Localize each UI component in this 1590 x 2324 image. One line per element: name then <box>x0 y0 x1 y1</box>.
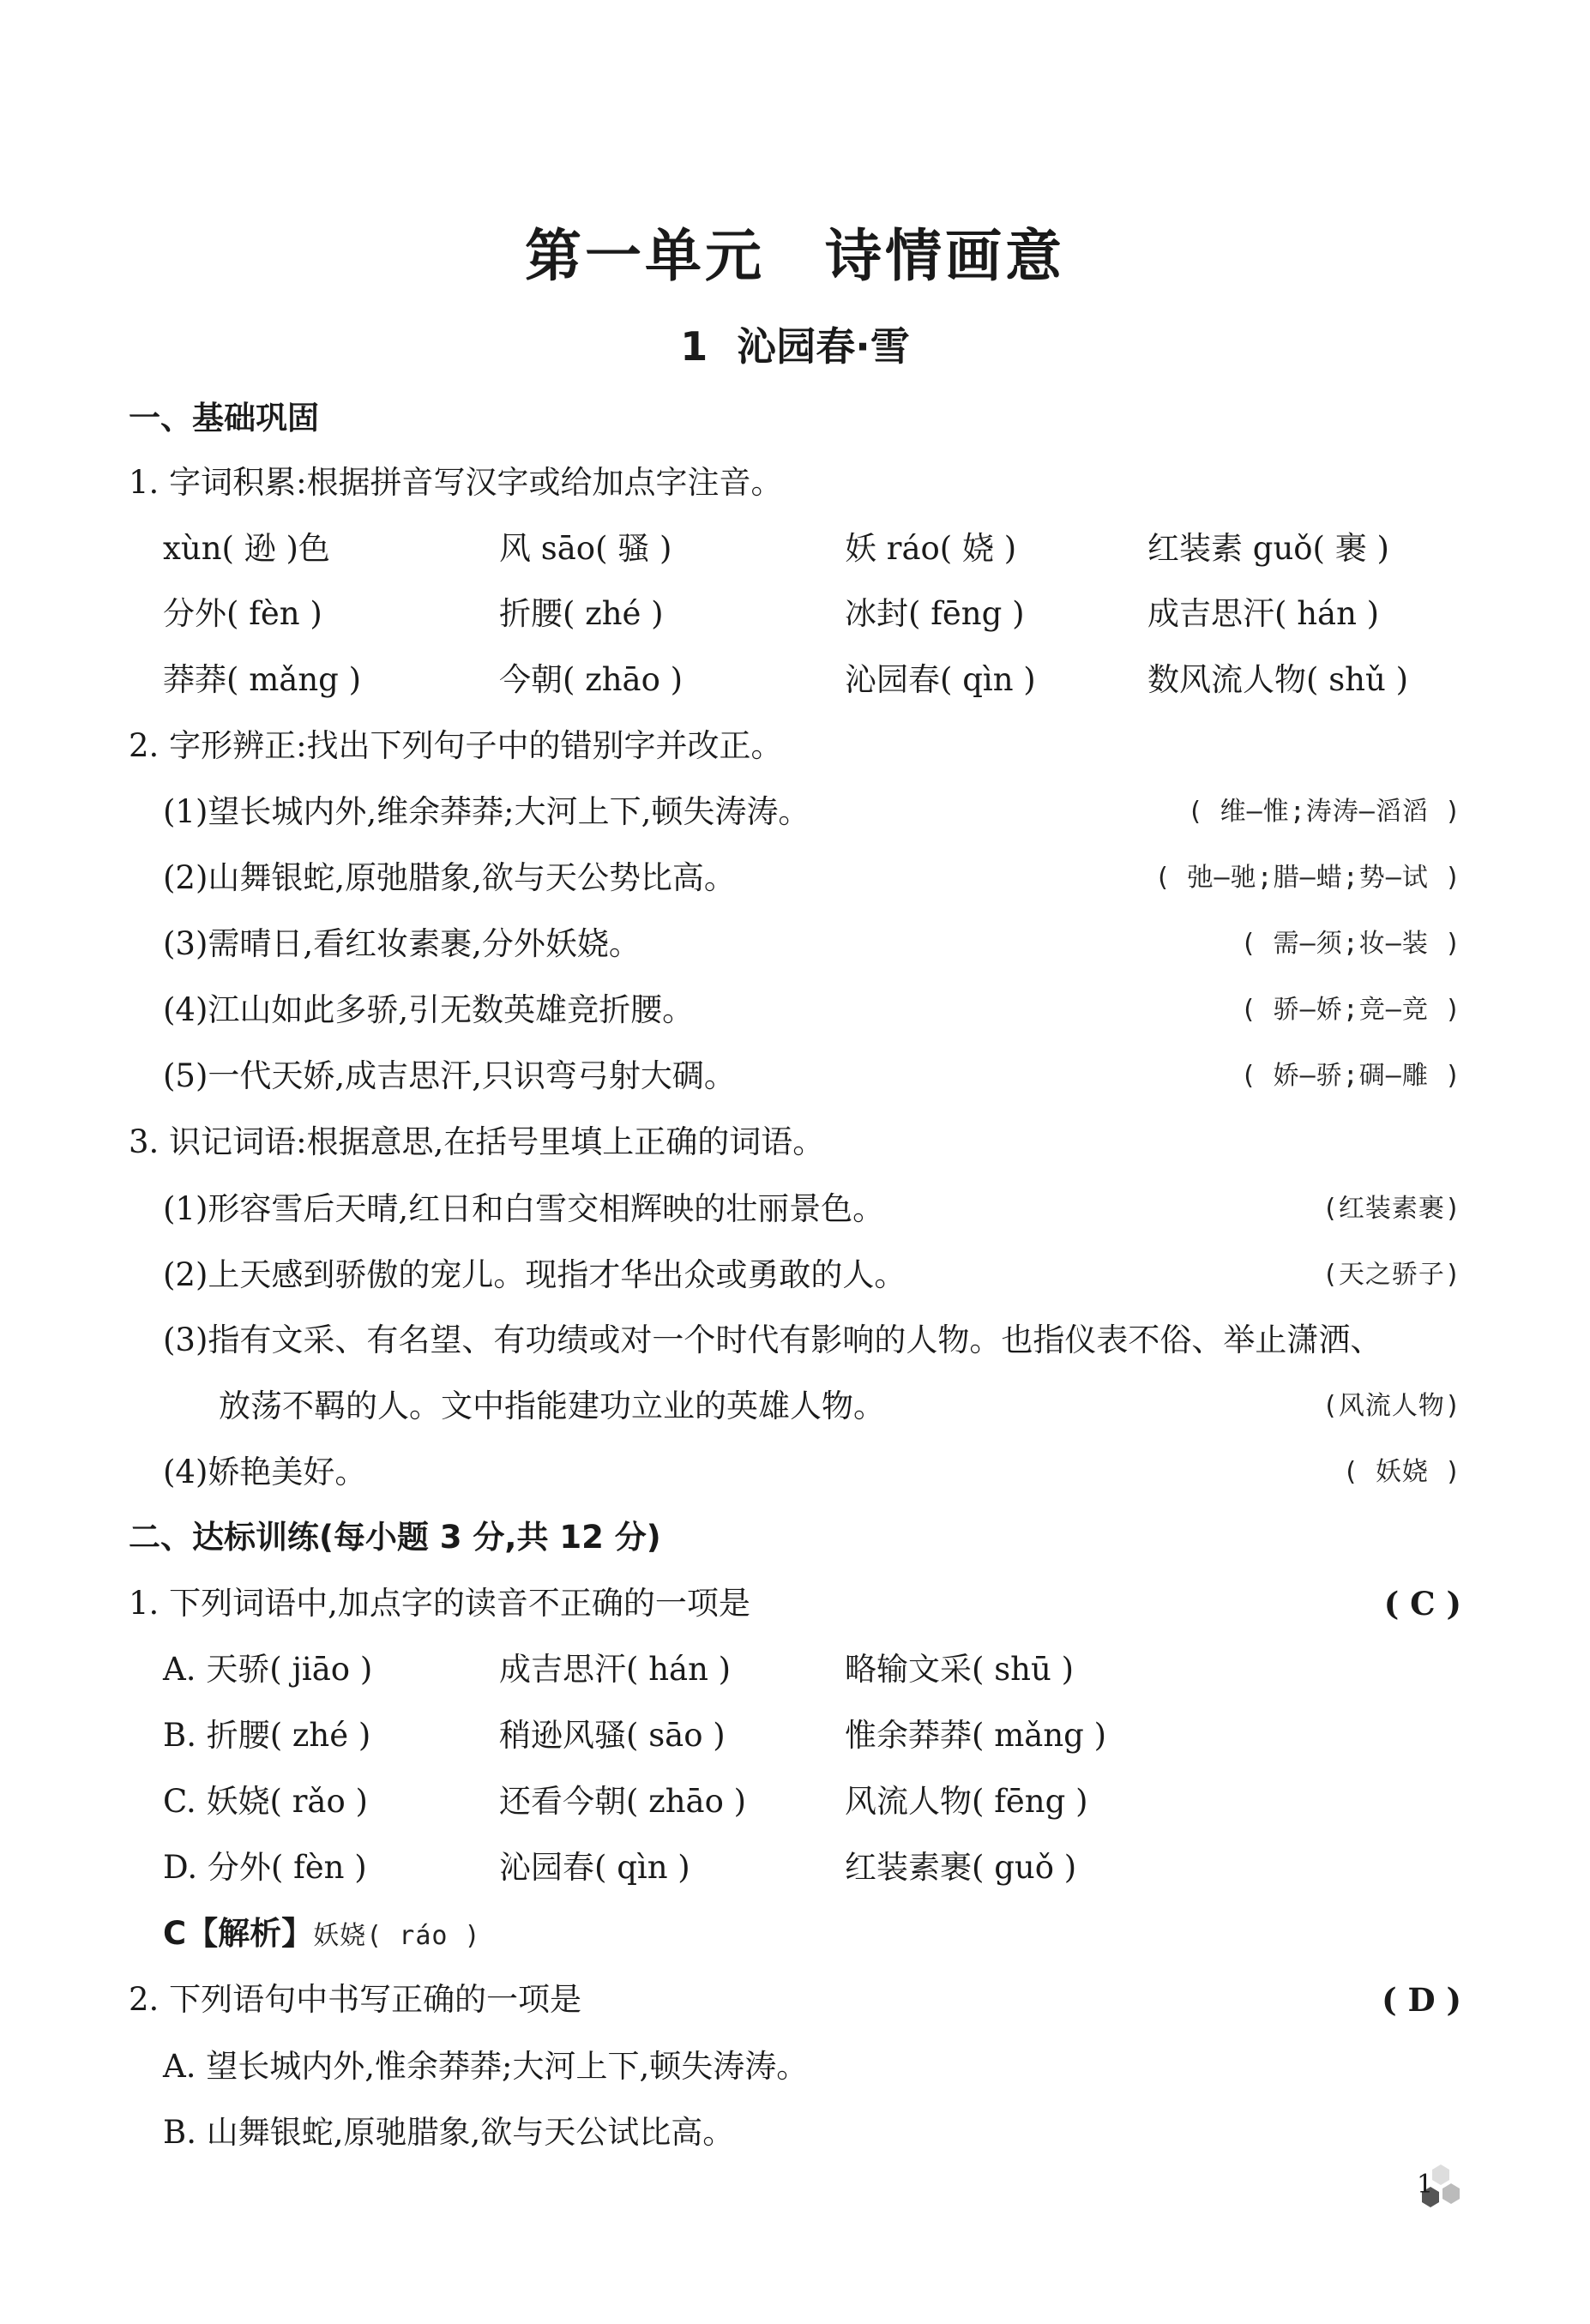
mc1-option: D. 分外( fèn ) <box>163 1849 367 1886</box>
q2-item-text: (2)山舞银蛇,原弛腊象,欲与天公势比高。 <box>163 859 736 896</box>
mc2-answer: ( D ) <box>1382 1981 1461 2019</box>
mc1-option: B. 折腰( zhé ) <box>163 1717 371 1754</box>
q1-cell: 折腰( zhé ) <box>499 595 664 632</box>
mc1-option: 成吉思汗( hán ) <box>499 1651 732 1688</box>
mc1-answer: ( C ) <box>1383 1585 1461 1623</box>
mc1-stem <box>129 1578 1461 1629</box>
page-number: 1 <box>1417 2170 1434 2200</box>
mc1-option: 沁园春( qìn ) <box>499 1849 690 1886</box>
q2-item <box>163 918 1461 970</box>
q3-item <box>163 1315 1461 1366</box>
mc2-option: A. 望长城内外,惟余莽莽;大河上下,顿失涛涛。 <box>163 2048 809 2085</box>
mc1-option: 惟余莽莽( mǎng ) <box>845 1717 1107 1754</box>
mc1-analysis-text: 妖娆( ráo ) <box>313 1921 481 1951</box>
unit-title-part2: 诗情画意 <box>825 222 1065 289</box>
q1-cell: xùn( 逊 )色 <box>163 530 330 567</box>
mc1-option-row <box>163 1842 1461 1894</box>
q3-item-answer: ( 妖娆 ) <box>1342 1457 1461 1487</box>
q2-item-answer: ( 需—须;妆—装 ) <box>1240 929 1461 959</box>
mc1-option: C. 妖娆( rǎo ) <box>163 1783 368 1820</box>
mc1-option: 风流人物( fēng ) <box>845 1783 1088 1820</box>
mc2-option: B. 山舞银蛇,原驰腊象,欲与天公试比高。 <box>163 2114 735 2151</box>
q3-item <box>163 1183 1461 1235</box>
q3-stem: 3. 识记词语:根据意思,在括号里填上正确的词语。 <box>129 1123 825 1160</box>
q2-item-text: (3)需晴日,看红妆素裹,分外妖娆。 <box>163 925 641 962</box>
q3-item-text: 放荡不羁的人。文中指能建功立业的英雄人物。 <box>219 1388 885 1424</box>
mc1-option: 还看今朝( zhāo ) <box>499 1783 747 1820</box>
q3-item-text: (2)上天感到骄傲的宠儿。现指才华出众或勇敢的人。 <box>163 1256 906 1293</box>
q3-item <box>163 1249 1461 1301</box>
q1-stem: 1. 字词积累:根据拼音写汉字或给加点字注音。 <box>129 464 783 501</box>
unit-title <box>0 210 1590 292</box>
q3-item-answer: (天之骄子) <box>1322 1260 1461 1290</box>
mc2-stem-text: 2. 下列语句中书写正确的一项是 <box>129 1981 582 2018</box>
q2-item <box>163 852 1461 904</box>
q2-item <box>163 1051 1461 1102</box>
mc2-stem <box>129 1974 1461 2026</box>
q2-item <box>163 786 1461 838</box>
mc1-option-row <box>163 1776 1461 1827</box>
q1-cell: 分外( fèn ) <box>163 595 322 632</box>
q2-item-text: (5)一代天娇,成吉思汗,只识弯弓射大碉。 <box>163 1057 736 1094</box>
unit-title-part1: 第一单元 <box>525 222 765 289</box>
q3-item-continued <box>219 1381 1461 1432</box>
q2-item <box>163 984 1461 1036</box>
q1-cell: 冰封( fēng ) <box>845 595 1025 632</box>
mc1-analysis <box>163 1908 1461 1960</box>
mc1-option-row <box>163 1644 1461 1695</box>
lesson-name: 沁园春·雪 <box>737 323 910 370</box>
mc1-analysis-label: C【解析】 <box>163 1915 314 1952</box>
q1-row-1 <box>163 523 1461 575</box>
q3-item-answer: (红装素裹) <box>1322 1194 1461 1224</box>
mc1-option: 红装素裹( guǒ ) <box>845 1849 1077 1886</box>
q1-cell: 成吉思汗( hán ) <box>1147 595 1380 632</box>
q1-cell: 莽莽( mǎng ) <box>163 661 362 698</box>
q2-stem: 2. 字形辨正:找出下列句子中的错别字并改正。 <box>129 727 783 764</box>
lesson-title <box>0 316 1590 372</box>
q3-item <box>163 1447 1461 1498</box>
q1-row-3 <box>163 654 1461 706</box>
q3-item-answer: (风流人物) <box>1322 1391 1461 1421</box>
q2-item-answer: ( 维—惟;涛涛—滔滔 ) <box>1187 797 1461 827</box>
mc1-option: 稍逊风骚( sāo ) <box>499 1717 726 1754</box>
q2-item-answer: ( 娇—骄;碉—雕 ) <box>1240 1061 1461 1091</box>
q2-item-text: (1)望长城内外,维余莽莽;大河上下,顿失涛涛。 <box>163 793 810 830</box>
q2-item-answer: ( 弛—驰;腊—蜡;势—试 ) <box>1154 863 1461 893</box>
section-heading-basics: 一、基础巩固 <box>129 400 319 437</box>
q1-cell: 数风流人物( shǔ ) <box>1147 661 1409 698</box>
q1-cell: 风 sāo( 骚 ) <box>499 530 672 567</box>
q2-item-answer: ( 骄—娇;竞—竞 ) <box>1240 995 1461 1025</box>
section-heading-training: 二、达标训练(每小题 3 分,共 12 分) <box>129 1519 661 1556</box>
q3-item-text: (1)形容雪后天晴,红日和白雪交相辉映的壮丽景色。 <box>163 1190 885 1227</box>
q1-cell: 红装素 guǒ( 裹 ) <box>1147 530 1389 567</box>
q3-item-text: (4)娇艳美好。 <box>163 1454 367 1490</box>
q1-row-2 <box>163 588 1461 640</box>
mc1-option: A. 天骄( jiāo ) <box>163 1651 373 1688</box>
q1-cell: 沁园春( qìn ) <box>845 661 1036 698</box>
mc1-option-row <box>163 1710 1461 1761</box>
q1-cell: 妖 ráo( 娆 ) <box>845 530 1017 567</box>
q2-item-text: (4)江山如此多骄,引无数英雄竞折腰。 <box>163 991 695 1028</box>
mc1-stem-text: 1. 下列词语中,加点字的读音不正确的一项是 <box>129 1585 750 1622</box>
lesson-number: 1 <box>680 323 708 370</box>
q3-item-text: (3)指有文采、有名望、有功绩或对一个时代有影响的人物。也指仪表不俗、举止潇洒、 <box>163 1322 1382 1358</box>
mc1-option: 略输文采( shū ) <box>845 1651 1075 1688</box>
q1-cell: 今朝( zhāo ) <box>499 661 684 698</box>
